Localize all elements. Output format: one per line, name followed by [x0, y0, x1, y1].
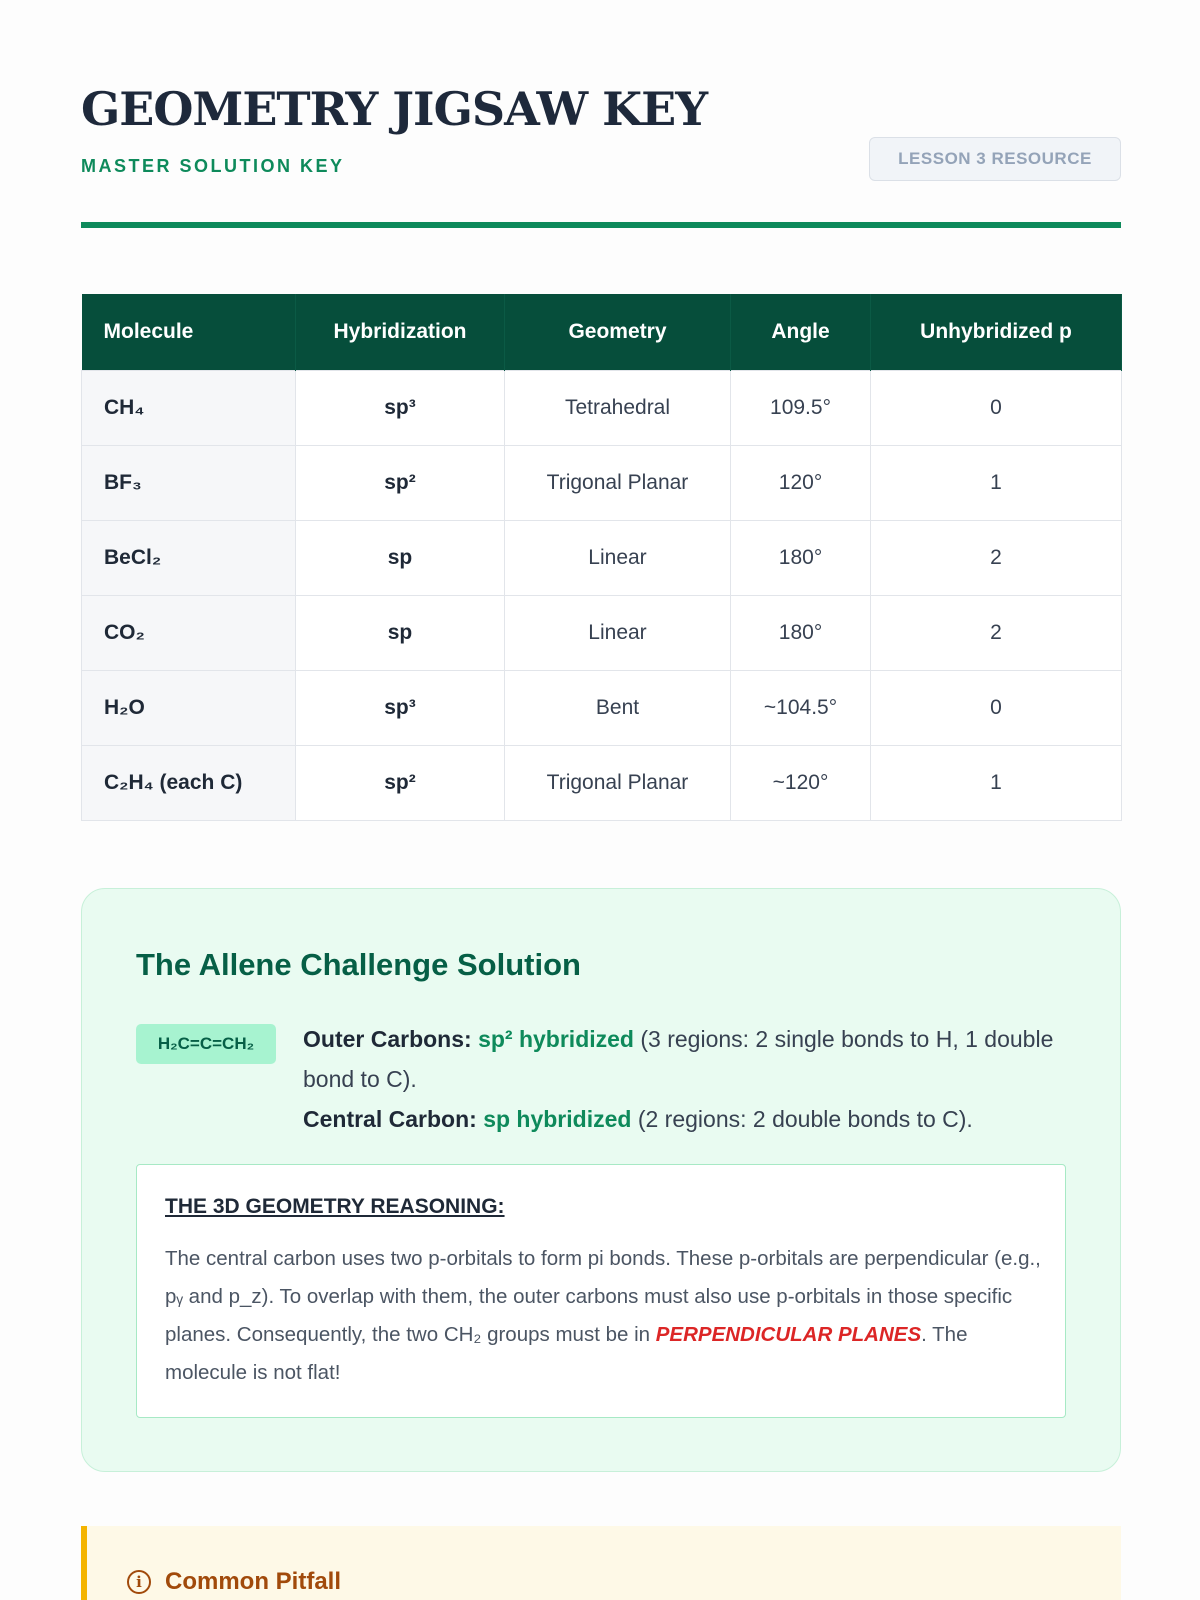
geometry-cell: Linear — [505, 520, 731, 595]
page-title: GEOMETRY JIGSAW KEY — [81, 82, 708, 136]
geometry-cell: Linear — [505, 595, 731, 670]
angle-cell: 180° — [731, 595, 871, 670]
geometry-cell: Bent — [505, 670, 731, 745]
hybridization-cell: sp³ — [296, 370, 505, 445]
table-row — [82, 670, 1122, 745]
info-icon: i — [127, 1570, 151, 1594]
hybridization-cell: sp² — [296, 445, 505, 520]
common-pitfall-callout — [81, 1526, 1121, 1600]
reasoning-title: THE 3D GEOMETRY REASONING: — [165, 1195, 505, 1218]
central-carbon-label: Central Carbon: — [303, 1106, 477, 1132]
reasoning-text-part-1: The central carbon uses two p-orbitals to form pi bonds. These p-orbitals are perpendicular (e.g., pᵧ and p_z). To overlap with them, the outer carbons must also use p-orbitals in those specific planes. Consequently, the two CH₂ groups must be in — [165, 1247, 1041, 1346]
hybridization-cell: sp² — [296, 745, 505, 820]
geometry-cell: Tetrahedral — [505, 370, 731, 445]
lesson-badge: LESSON 3 RESOURCE — [869, 137, 1121, 181]
pitfall-header — [127, 1568, 341, 1596]
unhybridized-p-cell: 1 — [871, 745, 1122, 820]
molecule-cell: CH₄ — [82, 370, 296, 445]
header — [81, 0, 1121, 228]
central-carbon-detail: (2 regions: 2 double bonds to C). — [637, 1106, 973, 1132]
table-header-row — [82, 294, 1122, 370]
table-row — [82, 745, 1122, 820]
column-header: Angle — [731, 294, 871, 370]
unhybridized-p-cell: 2 — [871, 595, 1122, 670]
allene-solution-panel — [81, 888, 1121, 1472]
angle-cell: 109.5° — [731, 370, 871, 445]
page — [81, 0, 1121, 1595]
central-carbon-hybridization: sp hybridized — [483, 1106, 632, 1132]
hybridization-cell: sp — [296, 520, 505, 595]
outer-carbons-detail: (3 regions: 2 single bonds to H, 1 double bond to C). — [303, 1026, 1054, 1092]
angle-cell: ~104.5° — [731, 670, 871, 745]
geometry-cell: Trigonal Planar — [505, 445, 731, 520]
molecule-cell: H₂O — [82, 670, 296, 745]
table-row — [82, 445, 1122, 520]
answer-key-table — [81, 294, 1122, 821]
unhybridized-p-cell: 0 — [871, 670, 1122, 745]
reasoning-text — [165, 1240, 1045, 1392]
column-header: Molecule — [82, 294, 296, 370]
hybridization-cell: sp — [296, 595, 505, 670]
page-subtitle: MASTER SOLUTION KEY — [81, 156, 345, 176]
table-row — [82, 370, 1122, 445]
allene-formula-chip: H₂C=C=CH₂ — [136, 1024, 276, 1064]
geometry-reasoning-box — [136, 1164, 1066, 1418]
unhybridized-p-cell: 2 — [871, 520, 1122, 595]
outer-carbons-label: Outer Carbons: — [303, 1026, 472, 1052]
outer-carbons-hybridization: sp² hybridized — [478, 1026, 634, 1052]
allene-title: The Allene Challenge Solution — [136, 947, 581, 982]
molecule-cell: C₂H₄ (each C) — [82, 745, 296, 820]
hybridization-explanation — [303, 1019, 1083, 1139]
geometry-cell: Trigonal Planar — [505, 745, 731, 820]
table-row — [82, 520, 1122, 595]
molecule-cell: BF₃ — [82, 445, 296, 520]
angle-cell: 180° — [731, 520, 871, 595]
unhybridized-p-cell: 0 — [871, 370, 1122, 445]
pitfall-title: Common Pitfall — [165, 1568, 342, 1595]
table-row — [82, 595, 1122, 670]
reasoning-text-part-2: . The molecule is not flat! — [165, 1323, 968, 1384]
perpendicular-planes-emphasis: PERPENDICULAR PLANES — [655, 1323, 922, 1346]
central-carbon-line — [303, 1099, 1083, 1139]
hybridization-cell: sp³ — [296, 670, 505, 745]
outer-carbons-line — [303, 1019, 1083, 1099]
column-header: Hybridization — [296, 294, 505, 370]
molecule-cell: CO₂ — [82, 595, 296, 670]
angle-cell: ~120° — [731, 745, 871, 820]
angle-cell: 120° — [731, 445, 871, 520]
unhybridized-p-cell: 1 — [871, 445, 1122, 520]
molecule-cell: BeCl₂ — [82, 520, 296, 595]
column-header: Geometry — [505, 294, 731, 370]
column-header: Unhybridized p — [871, 294, 1122, 370]
